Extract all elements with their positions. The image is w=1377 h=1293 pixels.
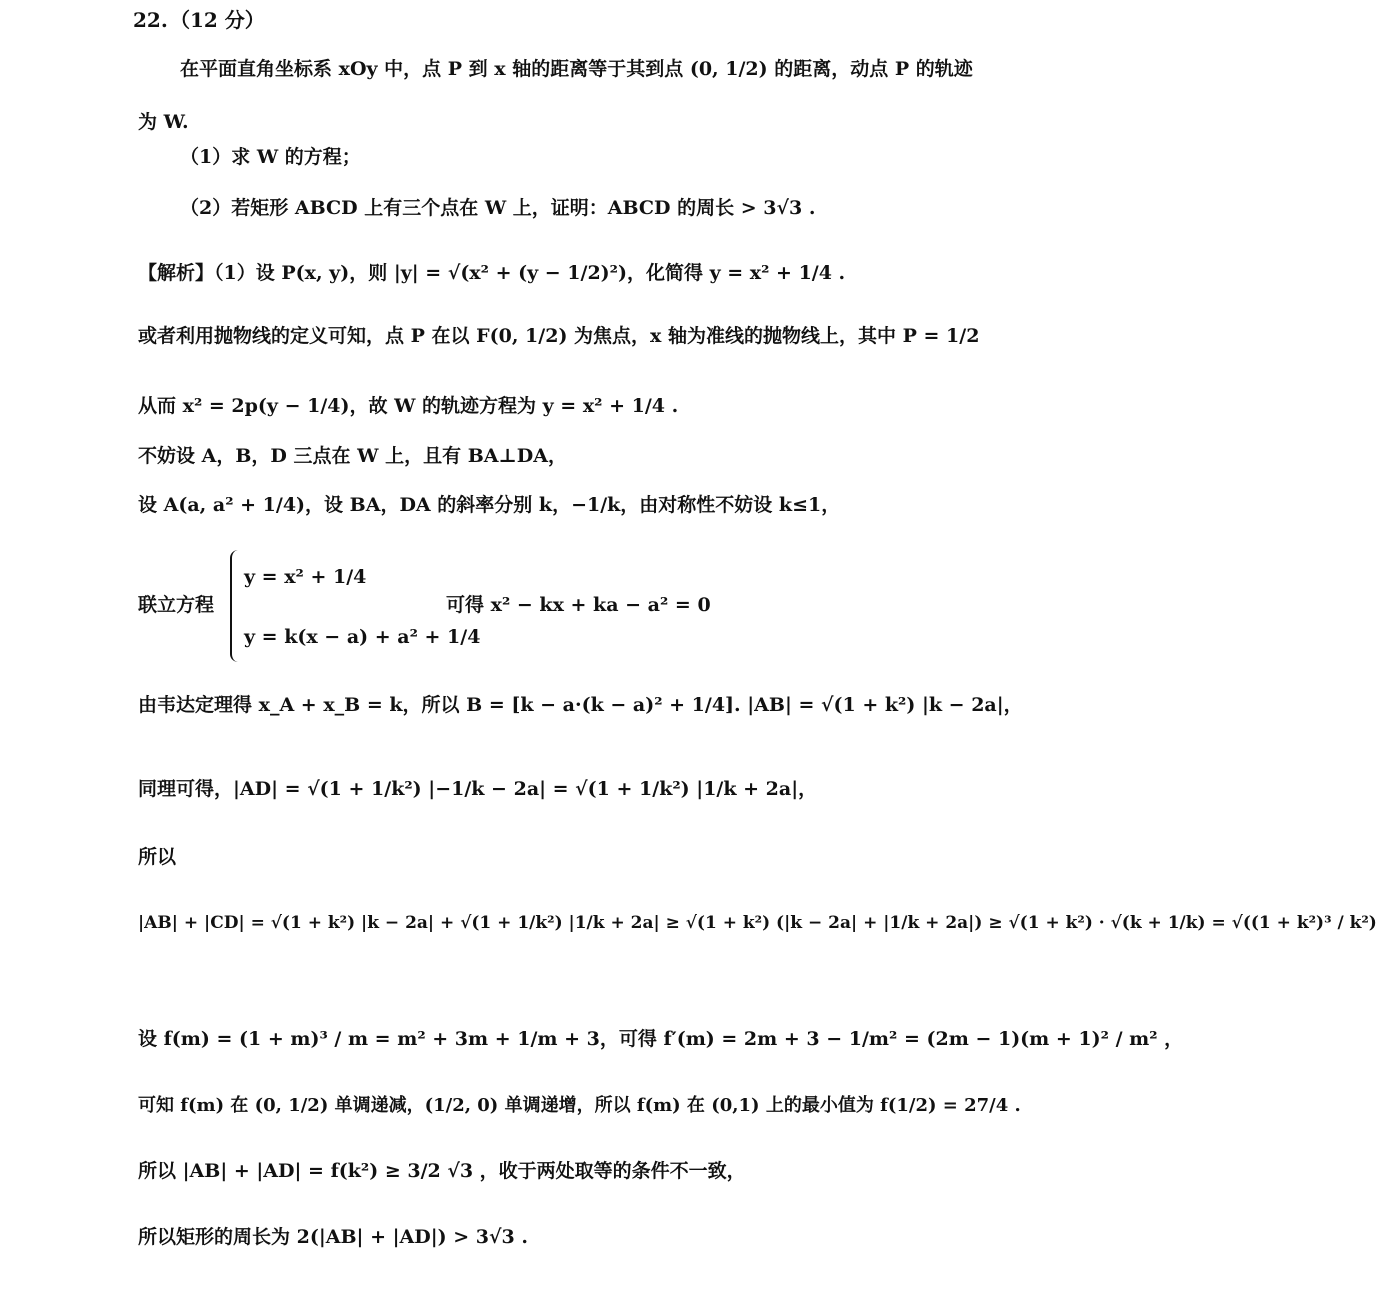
solution-monotonicity: 可知 f(m) 在 (0, 1/2) 单调递减，(1/2, 0) 单调递增，所以 f(m) 在 (0,1) 上的最小值为 f(1/2) = 27/4 .	[138, 1095, 1021, 1116]
solution-trajectory-equation: 从而 x² = 2p(y − 1/4)，故 W 的轨迹方程为 y = x² + 1/4 .	[138, 395, 679, 417]
solution-part1: 【解析】（1）设 P(x, y)，则 |y| = √(x² + (y − 1/2)²)，化简得 y = x² + 1/4 .	[138, 262, 846, 284]
system-label: 联立方程	[138, 594, 215, 616]
question-1: （1）求 W 的方程；	[180, 146, 361, 168]
solution-define-f: 设 f(m) = (1 + m)³ / m = m² + 3m + 1/m + 3，可得 f′(m) = 2m + 3 − 1/m² = (2m − 1)(m + 1)² / m² ，	[138, 1028, 1184, 1050]
question-2: （2）若矩形 ABCD 上有三个点在 W 上，证明：ABCD 的周长 > 3√3 .	[180, 197, 816, 219]
solution-parabola-definition: 或者利用抛物线的定义可知，点 P 在以 F(0, 1/2) 为焦点，x 轴为准线的抛物线上，其中 P = 1/2	[138, 325, 980, 347]
solution-set-point-a: 设 A(a, a² + 1/4)，设 BA，DA 的斜率分别 k，−1/k，由对称性不妨设 k≤1，	[138, 494, 841, 516]
solution-sum-bound: 所以 |AB| + |AD| = f(k²) ≥ 3/2 √3 ，收于两处取等的条件不一致，	[138, 1160, 746, 1182]
problem-number: 22.	[133, 8, 168, 32]
solution-assume-points: 不妨设 A，B，D 三点在 W 上，且有 BA⊥DA，	[138, 445, 567, 467]
solution-vieta: 由韦达定理得 x_A + x_B = k，所以 B = [k − a·(k − a)² + 1/4]. |AB| = √(1 + k²) |k − 2a|，	[138, 694, 1023, 716]
system-equation-2: y = k(x − a) + a² + 1/4	[244, 626, 481, 648]
solution-inequality: |AB| + |CD| = √(1 + k²) |k − 2a| + √(1 + 1/k²) |1/k + 2a| ≥ √(1 + k²) (|k − 2a| + |1/k + 2a|) ≥ √(1 + k²) · √(k + 1/k) = √((1 + k²)³ / k²)	[138, 913, 1377, 933]
system-brace	[230, 550, 242, 662]
system-equation-1: y = x² + 1/4	[244, 566, 367, 588]
problem-points: （12 分）	[170, 8, 265, 32]
system-result: 可得 x² − kx + ka − a² = 0	[446, 594, 711, 616]
problem-stem-line1: 在平面直角坐标系 xOy 中，点 P 到 x 轴的距离等于其到点 (0, 1/2) 的距离，动点 P 的轨迹	[180, 58, 973, 80]
problem-stem-line2: 为 W.	[138, 111, 189, 133]
solution-conclusion: 所以矩形的周长为 2(|AB| + |AD|) > 3√3 .	[138, 1226, 528, 1248]
solution-ad-length: 同理可得，|AD| = √(1 + 1/k²) |−1/k − 2a| = √(1 + 1/k²) |1/k + 2a|，	[138, 778, 818, 800]
solution-therefore: 所以	[138, 846, 177, 868]
